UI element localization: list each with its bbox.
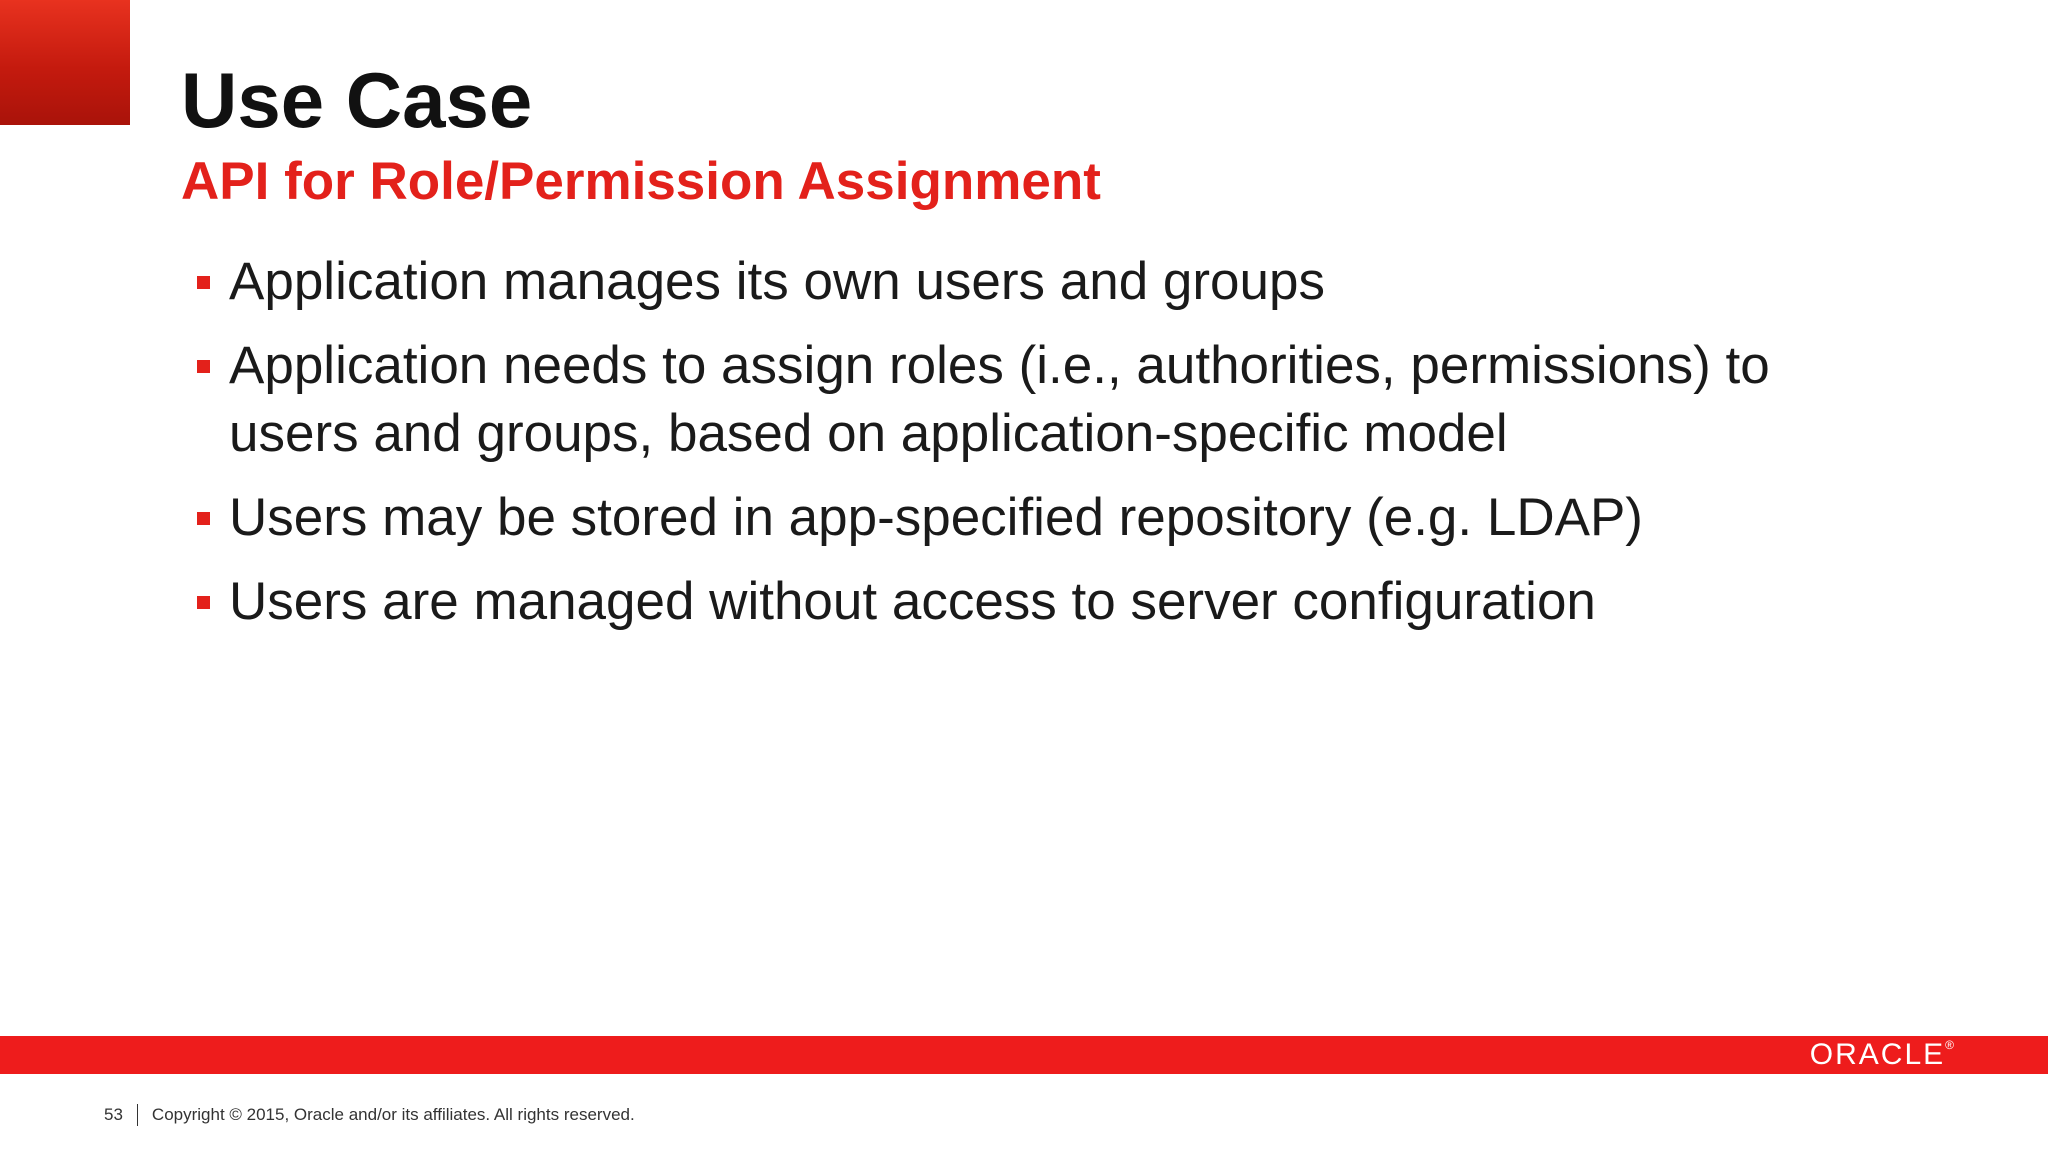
bullet-item [193,568,1913,636]
bullet-square-icon [197,276,210,289]
slide-subtitle: API for Role/Permission Assignment [181,152,1101,211]
registered-mark: ® [1945,1038,1954,1052]
bullet-text: Application manages its own users and groups [229,252,1325,311]
copyright-text: Copyright © 2015, Oracle and/or its affiliates. All rights reserved. [151,1105,635,1124]
corner-accent-block [0,0,130,125]
slide-title: Use Case [181,56,533,144]
footer-divider [137,1104,138,1126]
bullet-item [193,332,1913,468]
bullet-list [193,248,1913,652]
bullet-square-icon [197,360,210,373]
oracle-logo [1810,1038,1954,1072]
bullet-text: Application needs to assign roles (i.e., authorities, permissions) to users and groups, based on application-specific model [229,336,1770,463]
page-number: 53 [104,1105,123,1124]
slide-footer [104,1104,635,1126]
bullet-text: Users may be stored in app-specified repository (e.g. LDAP) [229,488,1643,547]
oracle-logo-text: ORACLE [1809,1038,1946,1071]
bullet-square-icon [197,596,210,609]
bullet-text: Users are managed without access to server configuration [229,572,1596,631]
bullet-item [193,484,1913,552]
bullet-item [193,248,1913,316]
bullet-square-icon [197,512,210,525]
footer-red-band [0,1036,2048,1074]
